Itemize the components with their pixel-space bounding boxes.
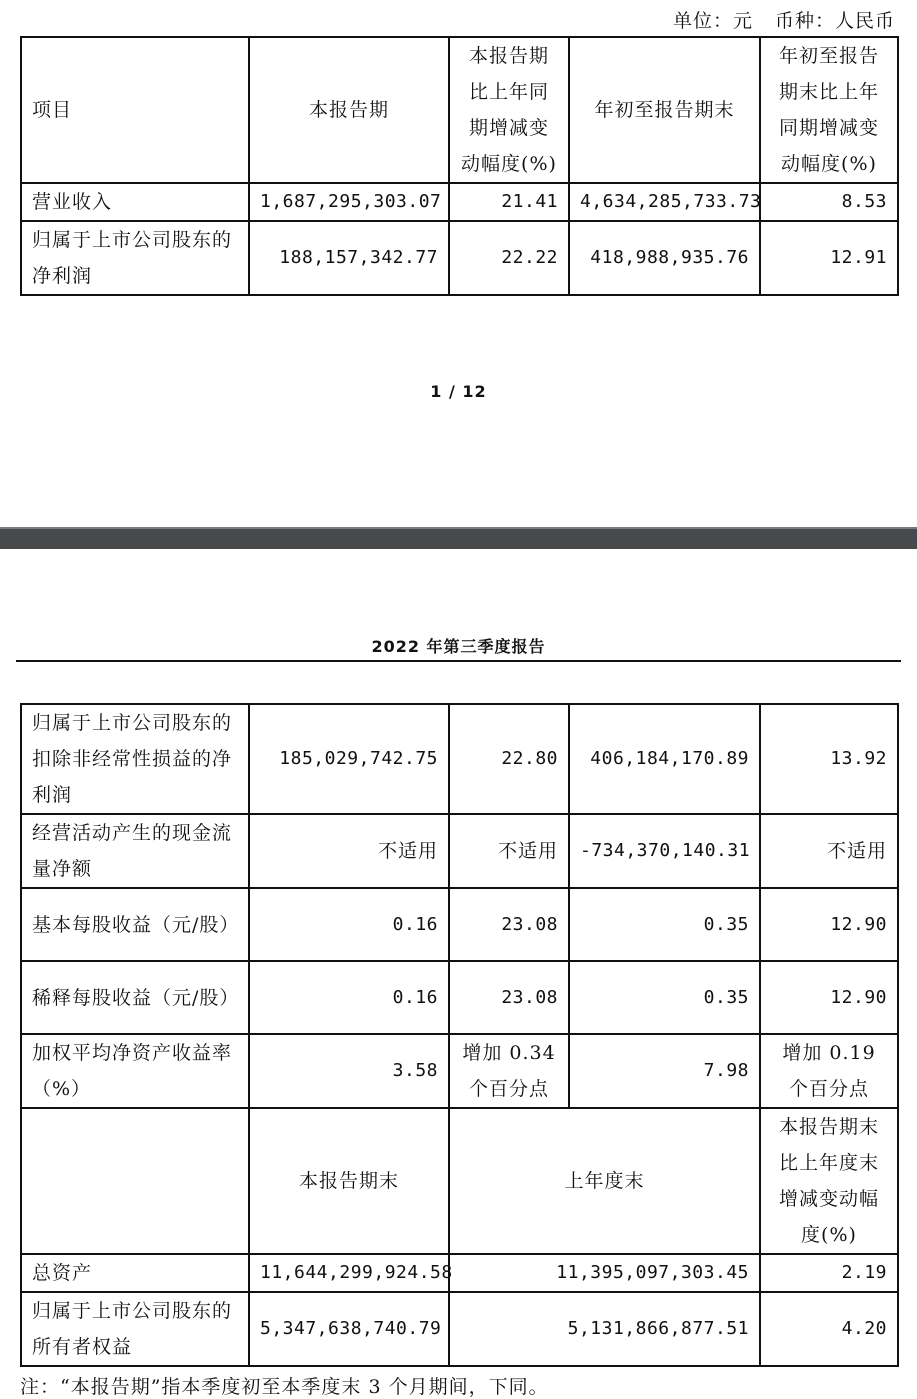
footnote: 注：“本报告期”指本季度初至本季度末 3 个月期间，下同。 xyxy=(20,1376,549,1398)
table-row xyxy=(21,1034,898,1108)
row-period-end: 11,644,299,924.58 xyxy=(249,1254,449,1292)
row-prior-year-end: 5,131,866,877.51 xyxy=(449,1292,760,1366)
row-ytd: 0.35 xyxy=(569,961,760,1034)
row-item: 基本每股收益（元/股） xyxy=(21,888,249,961)
row-item: 经营活动产生的现金流量净额 xyxy=(21,814,249,888)
header-current-period: 本报告期 xyxy=(249,37,449,183)
header-balance-change: 本报告期末比上年度末增减变动幅度(%) xyxy=(760,1108,898,1254)
page-separator xyxy=(0,527,917,549)
row-current-change: 21.41 xyxy=(449,183,569,221)
table-row xyxy=(21,1292,898,1366)
row-current: 185,029,742.75 xyxy=(249,704,449,814)
unit-label: 单位：元 xyxy=(672,10,753,32)
row-ytd-change: 增加 0.19 个百分点 xyxy=(760,1034,898,1108)
report-title: 2022 年第三季度报告 xyxy=(371,637,546,656)
row-current: 3.58 xyxy=(249,1034,449,1108)
row-ytd-change: 8.53 xyxy=(760,183,898,221)
row-item: 归属于上市公司股东的扣除非经常性损益的净利润 xyxy=(21,704,249,814)
table-row xyxy=(21,221,898,295)
table-row xyxy=(21,1254,898,1292)
row-current-change: 22.22 xyxy=(449,221,569,295)
row-item: 营业收入 xyxy=(21,183,249,221)
row-current: 0.16 xyxy=(249,888,449,961)
row-ytd-change: 不适用 xyxy=(760,814,898,888)
header-prior-year-end: 上年度末 xyxy=(449,1108,760,1254)
unit-currency-line xyxy=(673,6,895,33)
row-current-change: 23.08 xyxy=(449,888,569,961)
table-row xyxy=(21,183,898,221)
financial-table-part-2 xyxy=(20,703,899,1367)
header-ytd: 年初至报告期末 xyxy=(569,37,760,183)
row-balance-change: 4.20 xyxy=(760,1292,898,1366)
row-ytd-change: 12.90 xyxy=(760,961,898,1034)
row-current-change: 22.80 xyxy=(449,704,569,814)
currency-label: 币种：人民币 xyxy=(774,10,895,32)
row-ytd-change: 12.91 xyxy=(760,221,898,295)
table-row xyxy=(21,814,898,888)
row-ytd-change: 12.90 xyxy=(760,888,898,961)
row-current: 0.16 xyxy=(249,961,449,1034)
row-ytd: 418,988,935.76 xyxy=(569,221,760,295)
table-header-row xyxy=(21,37,898,183)
row-item: 总资产 xyxy=(21,1254,249,1292)
page-number: 1 / 12 xyxy=(430,382,487,401)
row-ytd: 4,634,285,733.73 xyxy=(569,183,760,221)
table-row xyxy=(21,888,898,961)
row-ytd-change: 13.92 xyxy=(760,704,898,814)
header-current-change: 本报告期比上年同期增减变动幅度(%) xyxy=(449,37,569,183)
row-balance-change: 2.19 xyxy=(760,1254,898,1292)
row-ytd: -734,370,140.31 xyxy=(569,814,760,888)
row-current-change: 不适用 xyxy=(449,814,569,888)
header-item: 项目 xyxy=(21,37,249,183)
table-row xyxy=(21,961,898,1034)
row-current-change: 23.08 xyxy=(449,961,569,1034)
row-item: 归属于上市公司股东的所有者权益 xyxy=(21,1292,249,1366)
row-item: 稀释每股收益（元/股） xyxy=(21,961,249,1034)
balance-header-row xyxy=(21,1108,898,1254)
row-ytd: 406,184,170.89 xyxy=(569,704,760,814)
row-current-change: 增加 0.34 个百分点 xyxy=(449,1034,569,1108)
row-item: 归属于上市公司股东的净利润 xyxy=(21,221,249,295)
header-ytd-change: 年初至报告期末比上年同期增减变动幅度(%) xyxy=(760,37,898,183)
row-ytd: 0.35 xyxy=(569,888,760,961)
row-prior-year-end: 11,395,097,303.45 xyxy=(449,1254,760,1292)
financial-table-part-1 xyxy=(20,36,899,296)
row-ytd: 7.98 xyxy=(569,1034,760,1108)
row-period-end: 5,347,638,740.79 xyxy=(249,1292,449,1366)
row-current: 不适用 xyxy=(249,814,449,888)
row-current: 1,687,295,303.07 xyxy=(249,183,449,221)
header-rule xyxy=(16,660,901,662)
table-row xyxy=(21,704,898,814)
row-current: 188,157,342.77 xyxy=(249,221,449,295)
header-blank xyxy=(21,1108,249,1254)
row-item: 加权平均净资产收益率（%） xyxy=(21,1034,249,1108)
header-period-end: 本报告期末 xyxy=(249,1108,449,1254)
